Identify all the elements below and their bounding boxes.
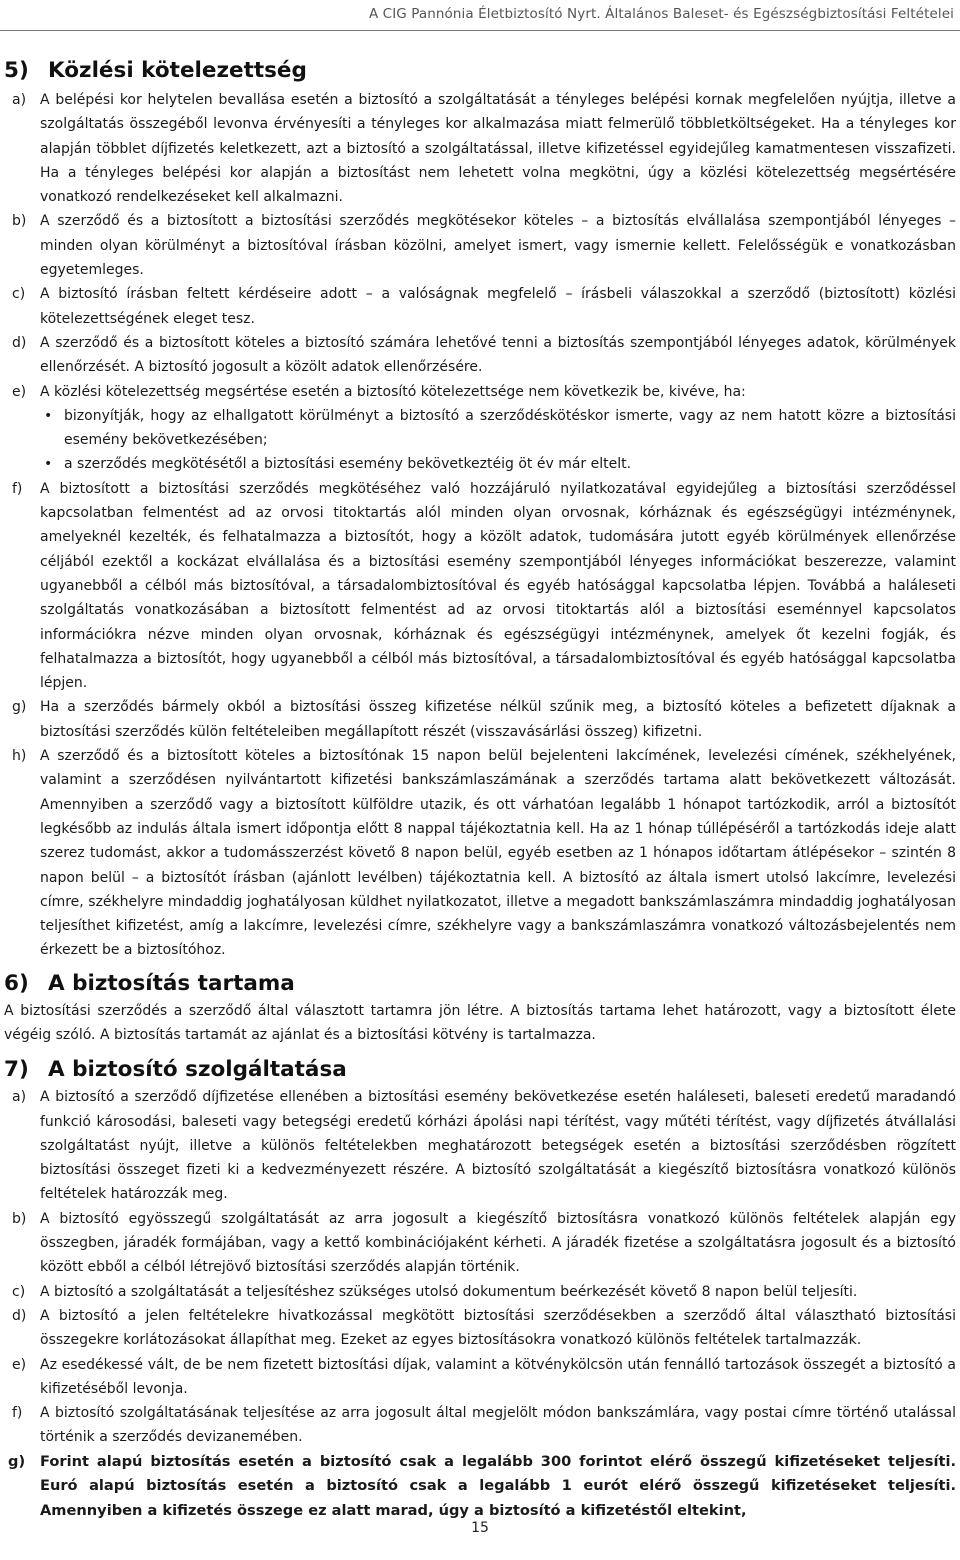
item-text: Ha a szerződés bármely okból a biztosítási összeg kifizetése nélkül szűnik meg, a biztosító köteles a befizetett díjaknak a biztosítási szerződés külön feltételeiben megállapított részét (visszavásárlási összeg) kifizetni. — [40, 699, 956, 740]
item-label: g) — [12, 699, 27, 716]
item-text: Forint alapú biztosítás esetén a biztosító csak a legalább 300 forintot elérő összegű kifizetéseket teljesíti. Euró alapú biztosítás esetén a biztosító csak a legalább 1 eurót elérő összegű kifizetéseket teljesíti. Amennyiben a kifizetés összege ez alatt marad, úgy a biztosító a kifizetéstől eltekint, — [40, 1452, 956, 1519]
list-item — [0, 1207, 956, 1280]
list-item — [0, 1304, 956, 1353]
item-label: e) — [12, 1356, 27, 1373]
item-text: A belépési kor helytelen bevallása esetén a biztosító a szolgáltatását a tényleges belépési kornak megfelelően nyújtja, illetve a szolgáltatás összegéből levonva érvényesíti a tényleges kor alkalmazása miatt felmerülő többletköltségeket. Ha a tényleges kor alapján többlet díjfizetés keletkezett, azt a biztosító a szolgáltatással, illetve kifizetéssel egyidejűleg kamatmentesen visszafizeti. Ha a tényleges belépési kor alapján a biztosítást nem lehetett volna megkötni, úgy a közlési kötelezettség megsértésére vonatkozó rendelkezéseket kell alkalmazni. — [40, 92, 956, 206]
item-label: d) — [12, 334, 27, 351]
section-7-heading — [0, 1055, 956, 1085]
list-item — [0, 1401, 956, 1450]
section-paragraph: A biztosítási szerződés a szerződő által választott tartamra jön létre. A biztosítás tartama lehet határozott, vagy a biztosított élete végéig szóló. A biztosítás tartamát az ajánlat és a biztosítási kötvény is tartalmazza. — [4, 1002, 956, 1043]
item-text: A biztosító szolgáltatásának teljesítése az arra jogosult által megjelölt módon bankszámlára, vagy postai címre történő utalással történik a szerződés devizanemében. — [40, 1405, 956, 1446]
item-label: f) — [12, 480, 23, 497]
section-title: A biztosító szolgáltatása — [48, 1057, 347, 1083]
item-label: a) — [12, 1089, 27, 1106]
list-item — [0, 331, 956, 380]
list-item — [0, 1085, 956, 1206]
list-item — [0, 1353, 956, 1402]
item-label: f) — [12, 1405, 23, 1422]
item-label: b) — [12, 213, 27, 230]
item-text: A biztosító a jelen feltételekre hivatkozással megkötött biztosítási szerződésekben a szerződő által választható biztosítási összegekre korlátozásokat állapíthat meg. Ezeket az egyes biztosításokra vonatkozó különös feltételek tartalmazzák. — [40, 1307, 956, 1349]
list-item — [0, 88, 956, 209]
document-body — [0, 56, 956, 1523]
item-text: A biztosító a szerződő díjfizetése ellenében a biztosítási esemény bekövetkezése esetén haláleseti, baleseti eredetű maradandó funkció károsodási, baleseti vagy betegségi eredetű kórházi ápolási napi térítést, vagy műtéti térítést, vagy díjfizetés átvállalási szolgáltatást nyújt, illetve a különös feltételekben meghatározott betegségek esetén a biztosítási szerződésben rögzített biztosítási összeget fizeti ki a kedvezményezett részére. A biztosító szolgáltatását a kiegészítő biztosításra vonatkozó különös feltételek határozzák meg. — [40, 1089, 956, 1203]
page-number: 15 — [471, 1520, 489, 1536]
running-header: A CIG Pannónia Életbiztosító Nyrt. Általános Baleset- és Egészségbiztosítási Feltételei — [368, 6, 954, 22]
item-text: A biztosított a biztosítási szerződés megkötéséhez való hozzájáruló nyilatkozatával egyidejűleg a biztosítási szerződéssel kapcsolatban felmentést ad az orvosi titoktartás alól minden olyan orvosnak, kórháznak és egészségügyi intézménynek, amelyeknél kezelték, és felhatalmazza a biztosítót, hogy a közölt adatok, tudomására jutott egyéb körülmények ellenőrzése céljából ezektől a kockázat elvállalása és a biztosítási esemény szempontjából lényeges információkat beszerezze, valamint ugyanebből a célból más biztosítóval, a társadalombiztosítóval és egyéb hatósággal kapcsolatba lépjen. Továbbá a haláleseti szolgáltatás vonatkozásában a biztosított felmentést ad az orvosi titoktartás alól a biztosítási eseménnyel kapcsolatos információkra nézve minden olyan orvosnak, kórháznak és egészségügyi intézménynek, amelyek őt kezelni fogják, és felhatalmazza a biztosítót, hogy ugyanebből a célból más biztosítóval, a társadalombiztosítóval és egyéb hatósággal kapcsolatba lépjen. — [40, 480, 956, 692]
list-item-emphasized — [0, 1450, 956, 1524]
list-item — [0, 477, 956, 696]
item-label: c) — [12, 1283, 26, 1300]
list-item — [0, 744, 956, 963]
section-number: 6) — [4, 970, 29, 996]
list-item — [0, 1280, 956, 1304]
header-rule — [0, 30, 960, 31]
bullet-list — [40, 404, 956, 477]
item-label: b) — [12, 1210, 27, 1227]
section-6-heading — [0, 969, 956, 999]
list-item — [0, 209, 956, 282]
item-text: A biztosító a szolgáltatását a teljesítéshez szükséges utolsó dokumentum beérkezését követő 8 napon belül teljesíti. — [40, 1283, 858, 1300]
list-item — [0, 282, 956, 331]
item-text: A biztosító egyösszegű szolgáltatását az arra jogosult a kiegészítő biztosításra vonatkozó különös feltételek alapján egy összegben, járadék formájában, vagy a kettő kombinációjaként kérheti. A járadék fizetése a szolgáltatásra jogosult és a biztosító között ebből a célból létrejövő biztosítási szerződés alapján történik. — [40, 1210, 956, 1276]
section-title: Közlési kötelezettség — [48, 58, 307, 83]
item-label: c) — [12, 286, 26, 303]
item-label: g) — [8, 1452, 26, 1470]
bullet-item: • a szerződés megkötésétől a biztosítási esemény bekövetkeztéig öt év már eltelt. — [40, 452, 956, 476]
list-item — [0, 380, 956, 477]
section-number: 5) — [4, 58, 29, 83]
item-label: e) — [12, 383, 27, 400]
item-text: A szerződő és a biztosított a biztosítási szerződés megkötésekor köteles – a biztosítás elvállalása szempontjából lényeges – minden olyan körülményt a biztosítóval írásban közölni, amelyet ismert, vagy ismernie kellett. Felelősségük e vonatkozásban egyetemleges. — [40, 213, 956, 279]
item-label: h) — [12, 748, 27, 765]
item-text: A közlési kötelezettség megsértése esetén a biztosító kötelezettsége nem következik be, kivéve, ha: — [40, 383, 746, 400]
section-5-heading — [0, 56, 956, 86]
item-label: a) — [12, 92, 27, 108]
item-text: A biztosító írásban feltett kérdéseire adott – a valóságnak megfelelő – írásbeli válaszokkal a szerződő (biztosított) közlési kötelezettségének eleget tesz. — [40, 286, 956, 327]
list-item — [0, 695, 956, 744]
item-text: A szerződő és a biztosított köteles a biztosító számára lehetővé tenni a biztosítás szempontjából lényeges adatok, körülmények ellenőrzését. A biztosító jogosult a közölt adatok ellenőrzésére. — [40, 334, 956, 376]
section-title: A biztosítás tartama — [48, 970, 295, 996]
item-text: Az esedékessé vált, de be nem fizetett biztosítási díjak, valamint a kötvénykölcsön után fennálló tartozások összegét a biztosító a kifizetéséből levonja. — [40, 1356, 956, 1397]
bullet-item: • bizonyítják, hogy az elhallgatott körülményt a biztosító a szerződéskötéskor ismerte, vagy az nem hatott közre a biztosítási esemény bekövetkezésében; — [40, 404, 956, 453]
item-label: d) — [12, 1307, 27, 1324]
section-number: 7) — [4, 1057, 29, 1083]
item-text: A szerződő és a biztosított köteles a biztosítónak 15 napon belül bejelenteni lakcímének, levelezési címének, székhelyének, valamint a szerződésen nyilvántartott kifizetési bankszámlaszámának a szerződés tartama alatt bekövetkezett változását. Amennyiben a szerződő vagy a biztosított külföldre utazik, és ott várhatóan legalább 1 hónapot tartózkodik, arról a biztosítót legkésőbb az indulás általa ismert időpontja előtt 8 nappal tájékoztatnia kell. Ha az 1 hónap túllépéséről a tartózkodás ideje alatt szerez tudomást, akkor a tudomásszerzést követő 8 napon belül, egyéb esetben az 1 hónapos időtartam átlépésekor – szintén 8 napon belül – a biztosítót írásban (ajánlott levélben) tájékoztatnia kell. A biztosító az általa ismert utolsó lakcímre, levelezési címre, székhelyre mindaddig joghatályosan küldhet nyilatkozatot, illetve a megadott bankszámlaszámra mindaddig joghatályosan teljesíthet kifizetést, amíg a lakcímre, levelezési címre, székhelyre vagy a bankszámlaszámra vonatkozó változásbejelentés nem érkezett be a biztosítóhoz. — [40, 748, 956, 959]
